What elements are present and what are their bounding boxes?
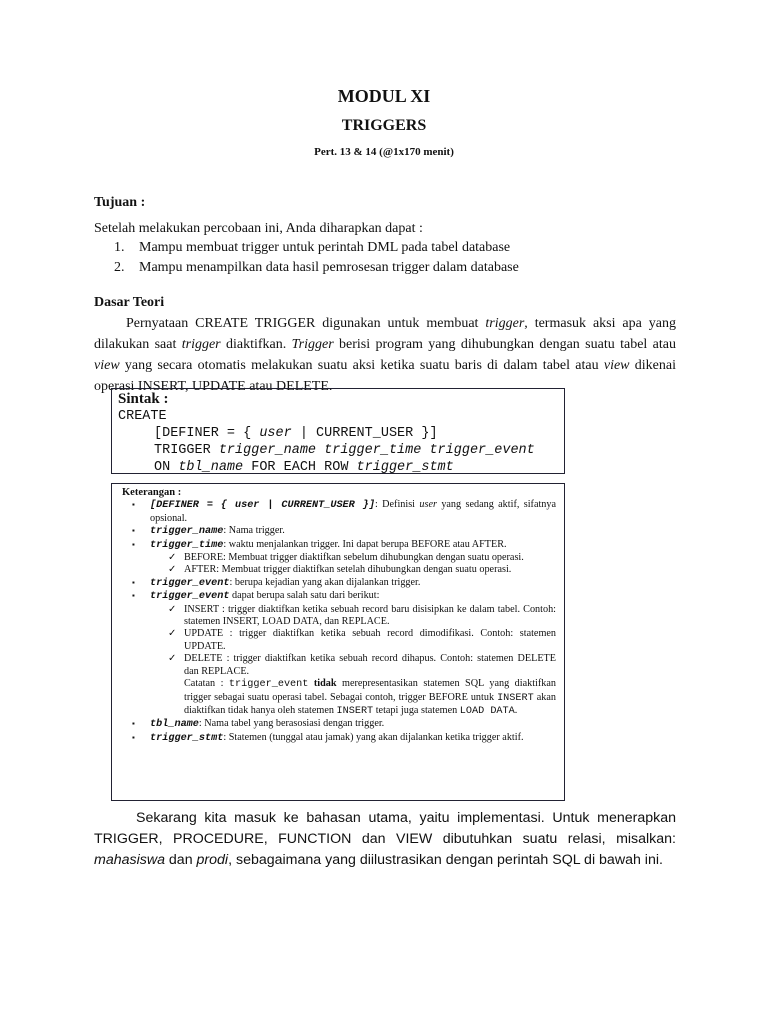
keterangan-box	[111, 483, 565, 801]
list-item: ▪ trigger_event: berupa kejadian yang akan dijalankan trigger.	[132, 576, 421, 589]
page-subtitle: TRIGGERS	[341, 117, 427, 134]
implementation-paragraph: Sekarang kita masuk ke bahasan utama, yaitu implementasi. Untuk menerapkan TRIGGER, PROCEDURE, FUNCTION dan VIEW dibutuhkan suatu relasi, misalkan: mahasiswa dan prodi, sebagaimana yang diilustrasikan dengan perintah SQL di bawah ini.	[94, 810, 676, 868]
syntax-label: Sintak :	[118, 391, 169, 407]
list-item: ▪ [DEFINER = { user | CURRENT_USER }]: Definisi user yang sedang aktif, sifatnya opsional.	[132, 499, 557, 524]
bullet-icon: ▪	[132, 577, 135, 587]
list-item: ▪ trigger_time: waktu menjalankan trigger. Ini dapat berupa BEFORE atau AFTER.	[132, 538, 507, 551]
list-item: ✓ DELETE : trigger diaktifkan ketika sebuah record dihapus. Contoh: statemen DELETE dan REPLACE.	[168, 653, 556, 677]
dasar-teori-heading: Dasar Teori	[94, 295, 165, 310]
bullet-icon: ▪	[132, 500, 135, 510]
list-item: ▪ tbl_name: Nama tabel yang berasosiasi dengan trigger.	[132, 718, 385, 731]
syntax-line: TRIGGER trigger_name trigger_time trigger_event	[154, 443, 535, 458]
bullet-icon: ▪	[132, 719, 135, 729]
list-item: ✓ UPDATE : trigger diaktifkan ketika sebuah record dimodifikasi. Contoh: statemen UPDATE.	[168, 628, 556, 652]
tujuan-intro: Setelah melakukan percobaan ini, Anda diharapkan dapat :	[94, 221, 423, 236]
check-icon: ✓	[168, 628, 177, 640]
syntax-line: CREATE	[118, 409, 167, 424]
syntax-line: ON tbl_name FOR EACH ROW trigger_stmt	[154, 460, 454, 475]
dasar-teori-paragraph: Pernyataan CREATE TRIGGER digunakan untuk membuat trigger, termasuk aksi apa yang dilakukan saat trigger diaktifkan. Trigger berisi program yang dihubungkan dengan suatu tabel atau view yang secara otomatis melakukan suatu aksi ketika suatu baris di dalam tabel atau view dikenai operasi INSERT, UPDATE atau DELETE.	[94, 316, 676, 394]
list-item: ✓ AFTER: Membuat trigger diaktifkan setelah dihubungkan dengan suatu operasi.	[168, 564, 512, 576]
check-icon: ✓	[168, 653, 177, 665]
syntax-box	[111, 388, 565, 474]
bullet-icon: ▪	[132, 539, 135, 549]
syntax-line: [DEFINER = { user | CURRENT_USER }]	[154, 426, 438, 441]
note-paragraph: Catatan : trigger_event tidak merepresentasikan statemen SQL yang diaktifkan trigger sebagai suatu operasi tabel. Sebagai contoh, trigger BEFORE untuk INSERT akan diaktifkan tidak hanya oleh statemen INSERT tetapi juga statemen LOAD DATA.	[184, 678, 556, 717]
bullet-icon: ▪	[132, 526, 135, 536]
list-item: 1. Mampu membuat trigger untuk perintah DML pada tabel database	[114, 240, 511, 255]
bullet-icon: ▪	[132, 732, 135, 742]
keterangan-label: Keterangan :	[122, 487, 182, 498]
list-item: 2. Mampu menampilkan data hasil pemrosesan trigger dalam database	[114, 260, 519, 275]
check-icon: ✓	[168, 552, 177, 564]
check-icon: ✓	[168, 564, 177, 576]
list-item: ✓ BEFORE: Membuat trigger diaktifkan sebelum dihubungkan dengan suatu operasi.	[168, 552, 524, 564]
tujuan-heading: Tujuan :	[94, 195, 146, 210]
list-item: ▪ trigger_name: Nama trigger.	[132, 525, 285, 538]
check-icon: ✓	[168, 603, 177, 615]
page-title: MODUL XI	[337, 86, 431, 106]
meeting-info: Pert. 13 & 14 (@1x170 menit)	[314, 146, 454, 158]
list-item: ▪ trigger_event dapat berupa salah satu dari berikut:	[132, 590, 380, 603]
list-item: ▪ trigger_stmt: Statemen (tunggal atau jamak) yang akan dijalankan ketika trigger aktif.	[132, 731, 524, 744]
tujuan-list	[94, 238, 676, 278]
bullet-icon: ▪	[132, 591, 135, 601]
list-item: ✓ INSERT : trigger diaktifkan ketika sebuah record baru disisipkan ke dalam tabel. Contoh: statemen INSERT, LOAD DATA, dan REPLACE.	[168, 603, 556, 628]
